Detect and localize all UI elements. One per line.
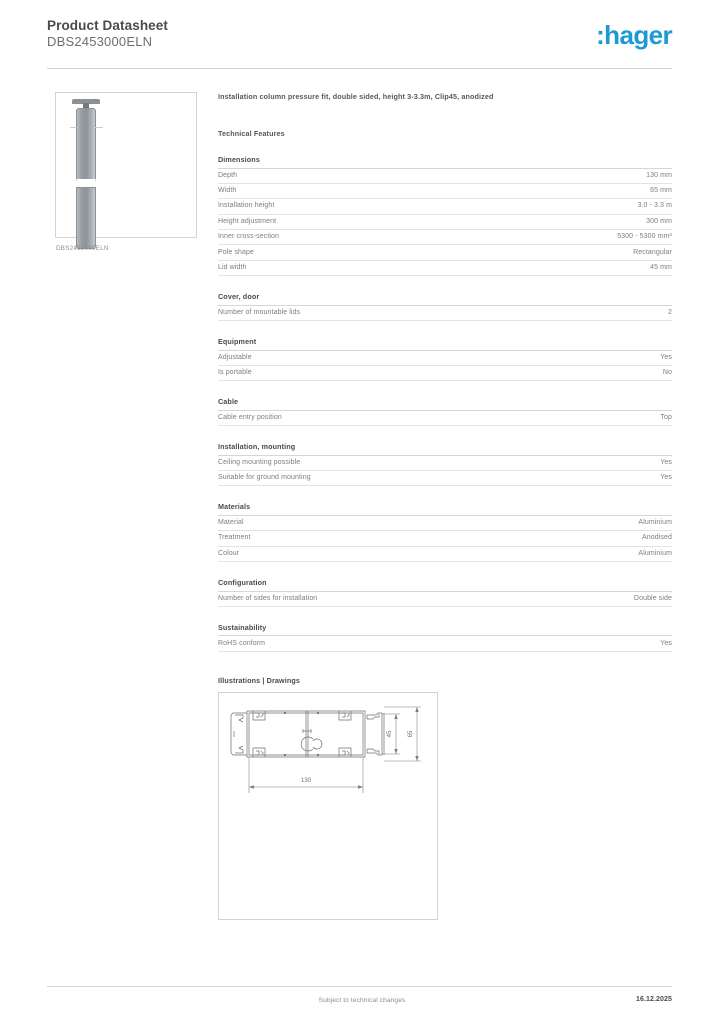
footer-note: Subject to technical changes xyxy=(318,997,406,1004)
table-row xyxy=(218,366,672,381)
product-image-box xyxy=(55,92,197,238)
column-upper-segment xyxy=(76,108,96,181)
table-row xyxy=(218,169,672,184)
section-title: Dimensions xyxy=(218,155,672,169)
column-lower-segment xyxy=(76,187,96,249)
section-materials xyxy=(218,502,672,562)
table-row xyxy=(218,261,672,276)
spec-label: Lid width xyxy=(218,263,247,271)
header-divider xyxy=(47,68,672,69)
spec-value: Anodised xyxy=(642,534,672,542)
section-title: Cable xyxy=(218,397,672,411)
spec-value: Top xyxy=(660,413,672,421)
drawings-heading: Illustrations | Drawings xyxy=(218,675,300,685)
spec-value: No xyxy=(662,369,672,377)
section-equipment xyxy=(218,337,672,381)
spec-value: 45 mm xyxy=(650,263,672,271)
footer-divider xyxy=(47,986,672,987)
table-row xyxy=(218,230,672,245)
table-row xyxy=(218,199,672,214)
product-image-caption: DBS2453000ELN xyxy=(56,245,109,252)
table-row xyxy=(218,531,672,546)
spec-label: Is portable xyxy=(218,369,252,377)
spec-value: Yes xyxy=(660,353,672,361)
spec-value: Yes xyxy=(660,458,672,466)
spec-label: Material xyxy=(218,519,244,527)
product-reference: DBS2453000ELN xyxy=(47,34,153,49)
table-row xyxy=(218,351,672,366)
section-cable xyxy=(218,397,672,426)
section-title: Installation, mounting xyxy=(218,442,672,456)
spec-label: Suitable for ground mounting xyxy=(218,474,311,482)
spec-label: Pole shape xyxy=(218,248,255,256)
footer-date: 16.12.2025 xyxy=(635,996,672,1003)
spec-value: 3.0 - 3.3 m xyxy=(637,202,672,210)
spec-label: Colour xyxy=(218,549,240,557)
main-content xyxy=(218,92,672,920)
spec-label: Cable entry position xyxy=(218,413,282,421)
section-title: Sustainability xyxy=(218,623,672,637)
cross-section-profile-drawing xyxy=(219,693,438,920)
spec-label: Height adjustment xyxy=(218,217,277,225)
table-row xyxy=(218,516,672,531)
table-row xyxy=(218,456,672,471)
section-title: Materials xyxy=(218,502,672,516)
technical-features-heading: Technical Features xyxy=(218,129,285,138)
section-dimensions xyxy=(218,155,672,276)
spec-value: Yes xyxy=(660,474,672,482)
spec-value: 65 mm xyxy=(650,187,672,195)
table-row xyxy=(218,547,672,562)
spec-label: Number of mountable lids xyxy=(218,308,301,316)
section-configuration xyxy=(218,578,672,607)
technical-drawing-box xyxy=(218,692,438,920)
table-row xyxy=(218,471,672,486)
spec-value: Double side xyxy=(633,594,672,602)
spec-value: 2 xyxy=(668,308,672,316)
spec-label: Number of sides for installation xyxy=(218,594,318,602)
page-title: Product Datasheet xyxy=(47,18,168,33)
page-header xyxy=(47,18,672,68)
section-cover-door xyxy=(218,292,672,321)
table-row xyxy=(218,592,672,607)
spec-value: 300 mm xyxy=(646,217,672,225)
hager-logo: :hager xyxy=(596,20,672,50)
spec-label: Depth xyxy=(218,171,238,179)
spec-label: RoHS conform xyxy=(218,639,266,647)
column-tick-right xyxy=(95,127,103,128)
spec-label: Installation height xyxy=(218,202,275,210)
table-row xyxy=(218,184,672,199)
spec-value: Rectangular xyxy=(633,248,672,256)
section-title: Cover, door xyxy=(218,292,672,306)
spec-label: Width xyxy=(218,187,237,195)
spec-label: Adjustable xyxy=(218,353,252,361)
table-row xyxy=(218,636,672,651)
spec-value: Yes xyxy=(660,639,672,647)
spec-value: Aluminium xyxy=(638,519,672,527)
installation-column-illustration xyxy=(70,99,104,233)
table-row xyxy=(218,306,672,321)
spec-label: Ceiling mounting possible xyxy=(218,458,301,466)
product-description: Installation column pressure fit, double sided, height 3-3.3m, Clip45, anodized xyxy=(218,92,494,101)
section-title: Configuration xyxy=(218,578,672,592)
spec-value: 130 mm xyxy=(646,171,672,179)
spec-label: Treatment xyxy=(218,534,251,542)
section-installation-mounting xyxy=(218,442,672,486)
dimension-label-width: 130 xyxy=(300,777,312,784)
column-segment-gap xyxy=(76,179,96,182)
dimension-label-lid-width: 45 xyxy=(387,730,393,738)
section-sustainability xyxy=(218,623,672,652)
table-row xyxy=(218,411,672,426)
spec-label: Inner cross-section xyxy=(218,233,280,241)
column-tick-left xyxy=(70,127,77,128)
dimension-label-height: 65 xyxy=(408,730,414,738)
table-row xyxy=(218,245,672,260)
spec-value: Aluminium xyxy=(638,549,672,557)
spec-value: 5300 - 5300 mm² xyxy=(617,233,672,241)
section-title: Equipment xyxy=(218,337,672,351)
table-row xyxy=(218,215,672,230)
